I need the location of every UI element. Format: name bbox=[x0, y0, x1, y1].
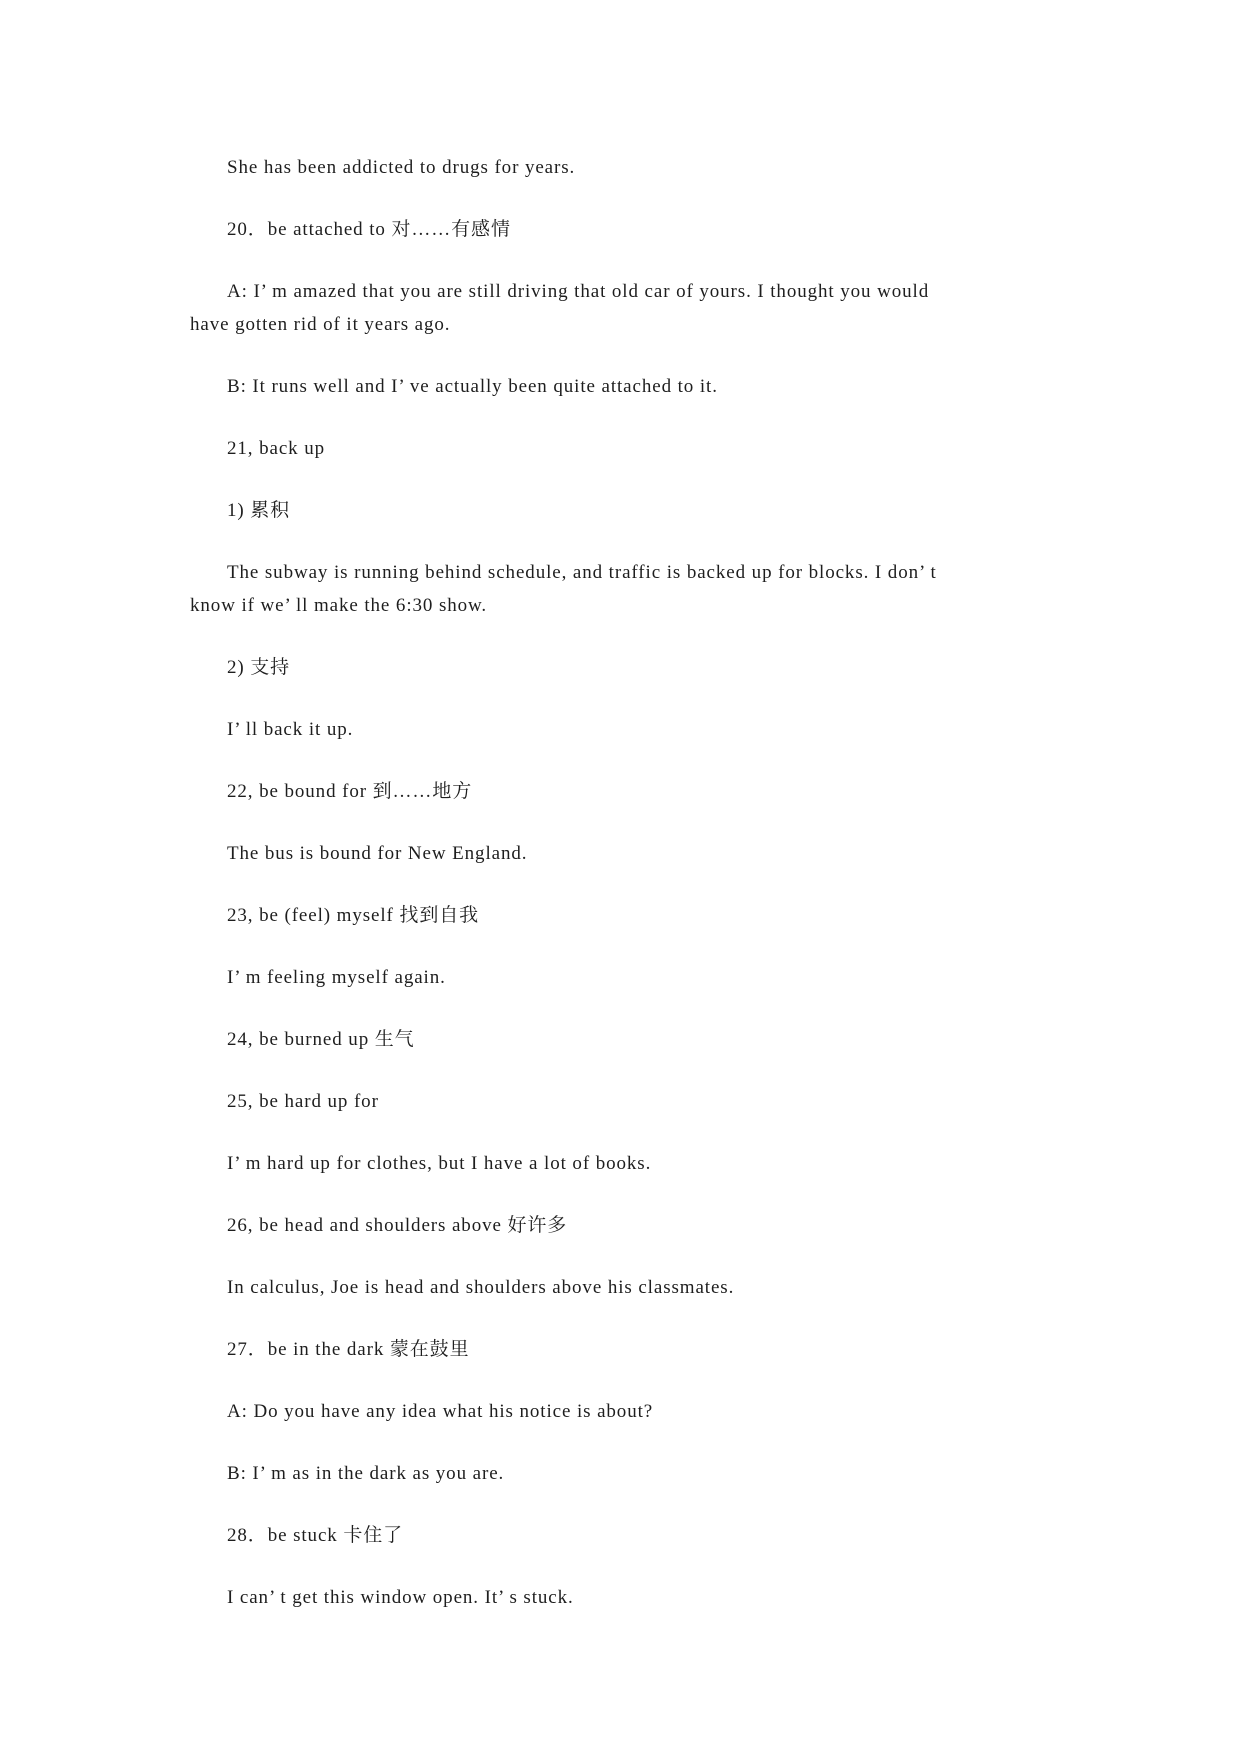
phrase-entry-heading-line: 23, be (feel) myself 找到自我 bbox=[227, 905, 480, 926]
phrase-entry-heading bbox=[190, 775, 1201, 808]
sense-heading bbox=[190, 651, 1201, 684]
example-sentence bbox=[190, 151, 1201, 184]
sense-heading-line: 1) 累积 bbox=[227, 500, 291, 521]
example-sentence-line: know if we’ ll make the 6:30 show. bbox=[190, 595, 488, 616]
example-sentence-line: I can’ t get this window open. It’ s stuck. bbox=[227, 1587, 574, 1608]
example-sentence-line: I’ ll back it up. bbox=[227, 719, 354, 740]
phrase-entry-heading-line: 20．be attached to 对……有感情 bbox=[227, 219, 511, 240]
example-sentence bbox=[190, 713, 1201, 746]
example-sentence bbox=[190, 1147, 1201, 1180]
phrase-entry-heading bbox=[190, 899, 1201, 932]
phrase-entry-heading bbox=[190, 1519, 1201, 1552]
sense-heading-line: 2) 支持 bbox=[227, 657, 291, 678]
dialogue-line-b bbox=[190, 370, 1201, 403]
sense-heading bbox=[190, 494, 1201, 527]
example-sentence bbox=[190, 1581, 1201, 1614]
phrase-entry-heading bbox=[190, 1085, 1201, 1118]
example-sentence bbox=[190, 961, 1201, 994]
dialogue-line-text: A: I’ m amazed that you are still driving that old car of yours. I thought you would bbox=[227, 281, 930, 302]
phrase-entry-heading bbox=[190, 1333, 1201, 1366]
phrase-entry-heading bbox=[190, 1023, 1201, 1056]
phrase-entry-heading bbox=[190, 213, 1201, 246]
phrase-entry-heading-line: 21, back up bbox=[227, 438, 326, 459]
phrase-entry-heading bbox=[190, 1209, 1201, 1242]
example-sentence bbox=[190, 1271, 1201, 1304]
dialogue-line-text: B: I’ m as in the dark as you are. bbox=[227, 1463, 505, 1484]
phrase-entry-heading-line: 22, be bound for 到……地方 bbox=[227, 781, 473, 802]
example-sentence-line: I’ m feeling myself again. bbox=[227, 967, 446, 988]
document-body bbox=[190, 151, 1201, 1643]
phrase-entry-heading-line: 27．be in the dark 蒙在鼓里 bbox=[227, 1339, 470, 1360]
phrase-entry-heading-line: 26, be head and shoulders above 好许多 bbox=[227, 1215, 568, 1236]
dialogue-line-text: B: It runs well and I’ ve actually been quite attached to it. bbox=[227, 376, 718, 397]
example-sentence bbox=[190, 837, 1201, 870]
example-sentence-line: In calculus, Joe is head and shoulders above his classmates. bbox=[227, 1277, 735, 1298]
example-sentence-line: She has been addicted to drugs for years. bbox=[227, 157, 576, 178]
phrase-entry-heading-line: 28．be stuck 卡住了 bbox=[227, 1525, 404, 1546]
dialogue-line-text: have gotten rid of it years ago. bbox=[190, 314, 451, 335]
dialogue-line-a bbox=[190, 275, 1201, 341]
dialogue-line-text: A: Do you have any idea what his notice is about? bbox=[227, 1401, 654, 1422]
phrase-entry-heading-line: 24, be burned up 生气 bbox=[227, 1029, 415, 1050]
phrase-entry-heading-line: 25, be hard up for bbox=[227, 1091, 379, 1112]
dialogue-line-b bbox=[190, 1457, 1201, 1490]
dialogue-line-a bbox=[190, 1395, 1201, 1428]
example-sentence bbox=[190, 556, 1201, 622]
phrase-entry-heading bbox=[190, 432, 1201, 465]
example-sentence-line: The bus is bound for New England. bbox=[227, 843, 528, 864]
example-sentence-line: The subway is running behind schedule, and traffic is backed up for blocks. I don’ t bbox=[227, 562, 937, 583]
example-sentence-line: I’ m hard up for clothes, but I have a lot of books. bbox=[227, 1153, 652, 1174]
